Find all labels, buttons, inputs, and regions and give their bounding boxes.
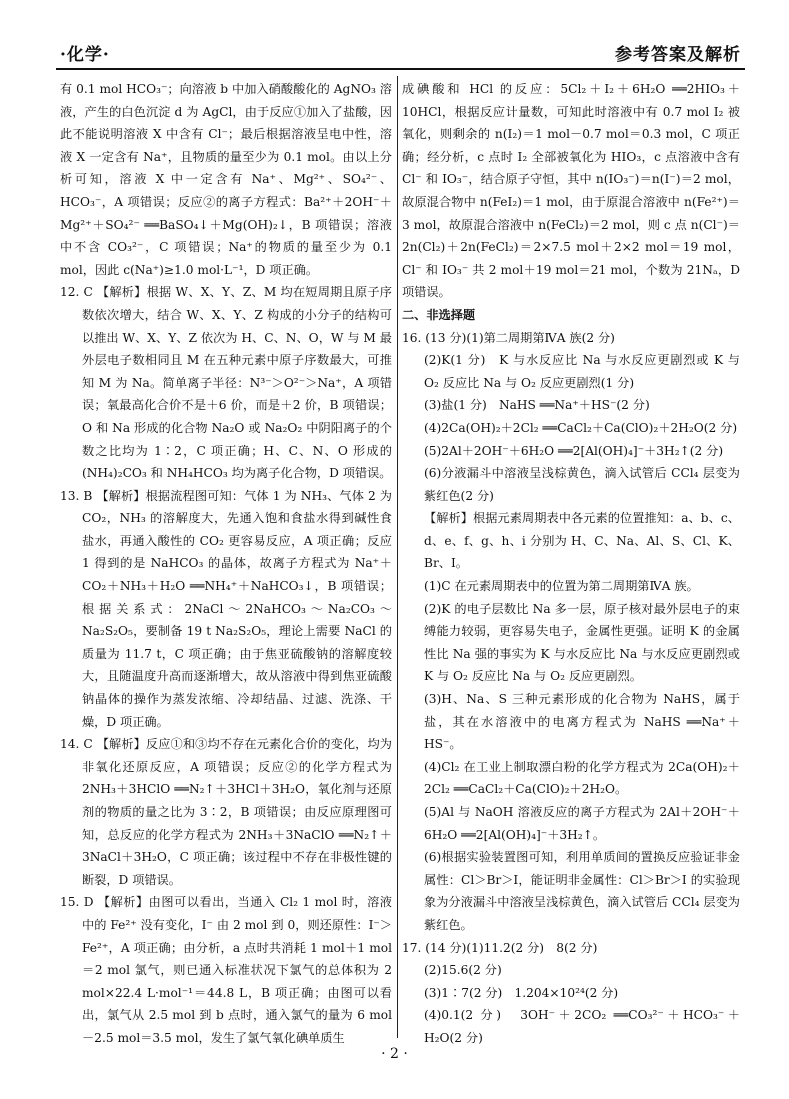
q16-analysis-2: (2)K 的电子层数比 Na 多一层，原子核对最外层电子的束缚能力较弱，更容易失电子，金属性更强。证明 K 的金属性比 Na 强的事实为 K 与水反应比 Na 与水反应更剧烈或 K 与 O₂ 反应比 Na 与 O₂ 反应更剧烈。 [424,601,740,684]
left-column [60,78,392,1050]
q17-answer-4: (4)0.1(2 分) 3OH⁻＋2CO₂ ══CO₃²⁻＋HCO₃⁻＋H₂O(2 分) [424,1008,740,1045]
q15-continued: 成碘酸和 HCl 的反应：5Cl₂＋I₂＋6H₂O ══2HIO₃＋10HCl，根据反应计量数，可知此时溶液中有 0.7 mol I₂ 被氧化，则剩余的 n(I₂)＝1 mol－0.7 mol＝0.3 mol，C 项正确；经分析，c 点时 I₂ 全部被氧化为 HIO₃，c 点溶液中含有 Cl⁻ 和 IO₃⁻，结合原子守恒，其中 n(IO₃⁻)＝n(I⁻)＝2 mol，故原混合物中 n(FeI₂)＝1 mol，由于原混合溶液中 n(Fe²⁺)＝3 mol，故原混合溶液中 n(FeCl₂)＝2 mol，则 c 点 n(Cl⁻)＝2n(Cl₂)＋2n(FeCl₂)＝2×7.5 mol＋2×2 mol＝19 mol，Cl⁻ 和 IO₃⁻ 共 2 mol＋19 mol＝21 mol，个数为 21Nₐ，D 项错误。 [402,82,740,300]
q11-continued: 有 0.1 mol HCO₃⁻；向溶液 b 中加入硝酸酸化的 AgNO₃ 溶液，产生的白色沉淀 d 为 AgCl，由于反应①加入了盐酸，因此不能说明溶液 X 中含有 Cl⁻；最后根据溶液呈电中性，溶液 X 一定含有 Na⁺，且物质的量至少为 0.1 mol。由以上分析可知，溶液 X 中一定含有 Na⁺、Mg²⁺、SO₄²⁻、HCO₃⁻，A 项错误；反应②的离子方程式：Ba²⁺＋2OH⁻＋Mg²⁺＋SO₄²⁻ ══BaSO₄↓＋Mg(OH)₂↓，B 项错误；溶液中不含 CO₃²⁻，C 项错误；Na⁺的物质的量至少为 0.1 mol，因此 c(Na⁺)≥1.0 mol·L⁻¹，D 项正确。 [60,82,392,277]
q16-analysis-4: (4)Cl₂ 在工业上制取漂白粉的化学方程式为 2Ca(OH)₂＋2Cl₂ ══CaCl₂＋Ca(ClO)₂＋2H₂O。 [424,759,740,797]
q17-answer-3: (3)1∶7(2 分) 1.204×10²⁴(2 分) [424,985,619,1000]
right-column [402,78,740,1050]
q15-answer: 15. D 【解析】由图可以看出，当通入 Cl₂ 1 mol 时，溶液中的 Fe²⁺ 没有变化，I⁻ 由 2 mol 到 0，则还原性：I⁻＞Fe²⁺，A 项正确；由分析，a 点时共消耗 1 mol＋1 mol＝2 mol 氯气，则已通入标准状况下氯气的总体积为 2 mol×22.4 L·mol⁻¹＝44.8 L，B 项正确；由图可以看出，氯气从 2.5 mol 到 b 点时，通入氯气的量为 6 mol－2.5 mol＝3.5 mol，发生了氯气氧化碘单质生 [60,895,392,1045]
q16-analysis-3: (3)H、Na、S 三种元素形成的化合物为 NaHS，属于盐，其在水溶液中的电离方程式为 NaHS ══Na⁺＋HS⁻。 [424,692,740,752]
q16-analysis-1: (1)C 在元素周期表中的位置为第二周期第ⅣA 族。 [424,579,699,594]
column-divider [397,76,398,1038]
q13-answer: 13. B 【解析】根据流程图可知：气体 1 为 NH₃、气体 2 为 CO₂，NH₃ 的溶解度大，先通入饱和食盐水得到碱性食盐水，再通入酸性的 CO₂ 更容易反应，A 项正确；反应 1 得到的是 NaHCO₃ 的晶体，故离子方程式为 Na⁺＋CO₂＋NH₃＋H₂O ══NH₄⁺＋NaHCO₃↓，B 项错误；根据关系式：2NaCl～2NaHCO₃～Na₂CO₃～Na₂S₂O₅，要制备 19 t Na₂S₂O₅，理论上需要 NaCl 的质量为 11.7 t，C 项正确；由于焦亚硫酸钠的溶解度较大，且随温度升高而逐渐增大，故从溶液中得到焦亚硫酸钠晶体的操作为蒸发浓缩、冷却结晶、过滤、洗涤、干燥，D 项正确。 [60,488,392,729]
q16-answer-6: (6)分液漏斗中溶液呈浅棕黄色，滴入试管后 CCl₄ 层变为紫红色(2 分) [424,466,740,503]
page-number: · 2 · [381,1046,408,1062]
q16-answer-2: (2)K(1 分) K 与水反应比 Na 与水反应更剧烈或 K 与 O₂ 反应比 Na 与 O₂ 反应更剧烈(1 分) [424,353,740,390]
q16-answer-3: (3)盐(1 分) NaHS ══Na⁺＋HS⁻(2 分) [424,398,650,413]
q12-answer: 12. C 【解析】根据 W、X、Y、Z、M 均在短周期且原子序数依次增大，结合 W、X、Y、Z 构成的小分子的结构可以推出 W、X、Y、Z 依次为 H、C、N、O，W 与 M 最外层电子数相同且 M 在五种元素中原子序数最大，可推知 M 为 Na。简单离子半径：N³⁻＞O²⁻＞Na⁺，A 项错误；氧最高化合价不是＋6 价，而是＋2 价，B 项错误；O 和 Na 形成的化合物 Na₂O 或 Na₂O₂ 中阴阳离子的个数之比均为 1∶2，C 项正确；H、C、N、O 形成的 (NH₄)₂CO₃ 和 NH₄HCO₃ 均为离子化合物，D 项错误。 [60,285,392,481]
q16-answer-5: (5)2Al＋2OH⁻＋6H₂O ══2[Al(OH)₄]⁻＋3H₂↑(2 分) [424,443,724,458]
q17-answer-1: 17. (14 分)(1)11.2(2 分) 8(2 分) [402,940,598,955]
q16-answer-1: 16. (13 分)(1)第二周期第ⅣA 族(2 分) [402,330,615,345]
q17-answer-2: (2)15.6(2 分) [424,963,502,978]
q16-answer-4: (4)2Ca(OH)₂＋2Cl₂ ══CaCl₂＋Ca(ClO)₂＋2H₂O(2 分) [424,420,738,435]
subject-label: ·化学· [60,45,110,65]
q14-answer: 14. C 【解析】反应①和③均不存在元素化合价的变化，均为非氧化还原反应，A 项错误；反应②的化学方程式为 2NH₃＋3HClO ══N₂↑＋3HCl＋3H₂O，氧化剂与还原剂的物质的量之比为 3∶2，B 项错误；由反应原理图可知，总反应的化学方程式为 2NH₃＋3NaClO ══N₂↑＋3NaCl＋3H₂O，C 项正确；该过程中不存在非极性键的断裂，D 项错误。 [60,737,392,887]
section-heading: 二、非选择题 [402,307,476,322]
q16-analysis-intro: 【解析】根据元素周期表中各元素的位置推知：a、b、c、d、e、f、g、h、i 分别为 H、C、Na、Al、S、Cl、K、Br、I。 [424,511,740,571]
q16-analysis-5: (5)Al 与 NaOH 溶液反应的离子方程式为 2Al＋2OH⁻＋6H₂O ══2[Al(OH)₄]⁻＋3H₂↑。 [424,805,740,842]
header-title: 参考答案及解析 [615,45,741,65]
page-header [56,38,745,70]
q16-analysis-6: (6)根据实验装置图可知，利用单质间的置换反应验证非金属性：Cl＞Br＞I，能证明非金属性：Cl＞Br＞I 的实验现象为分液漏斗中溶液呈浅棕黄色，滴入试管后 CCl₄ 层变为紫红色。 [424,850,740,932]
